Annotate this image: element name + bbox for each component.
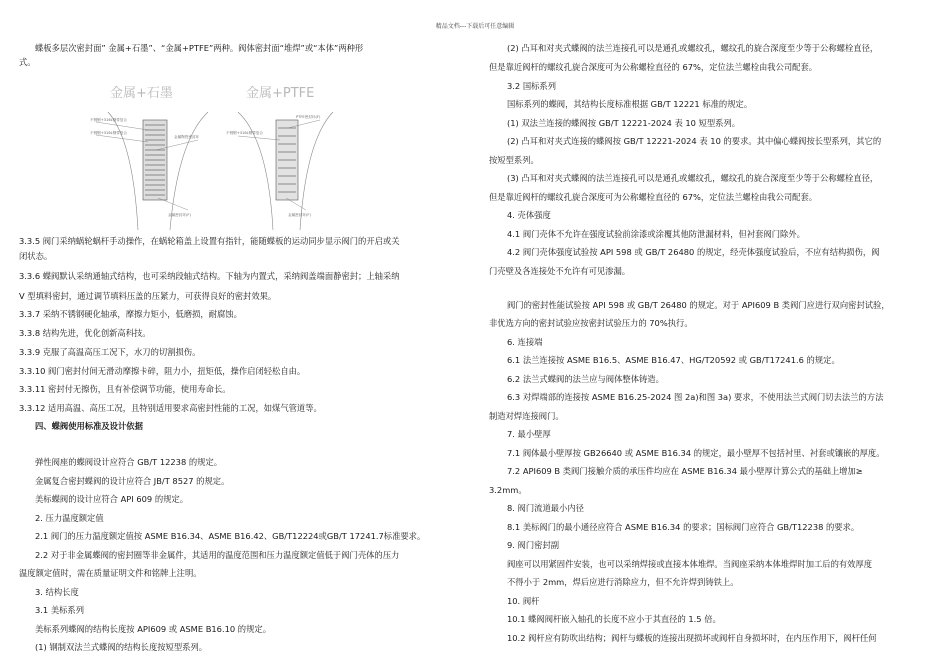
- paragraph: (1) 钢制双法兰式蝶阀的结构长度按短型系列。: [35, 642, 208, 652]
- paragraph: 式。: [19, 57, 36, 67]
- paragraph: 阀门的密封性能试验按 API 598 或 GB/T 26480 的规定。对于 API609 B 类阀门应进行双向密封试验，: [507, 300, 890, 310]
- paragraph: 4.2 阀门壳体强度试验按 API 598 或 GB/T 26480 的规定，经壳体强度试验后，不应有结构损伤，阀: [507, 247, 880, 257]
- paragraph: 门壳壁及各连接处不允许有可见渗漏。: [489, 266, 631, 276]
- paragraph: 弹性阀座的蝶阀设计应符合 GB/T 12238 的规定。: [35, 457, 223, 467]
- paragraph: 但是靠近阀杆的螺纹孔旋合深度可为公称螺栓直径的 67%，定位法兰螺栓由我公司配套。: [489, 62, 818, 72]
- callout: 金属密封环(F): [288, 213, 311, 217]
- paragraph: 3.3.5 阀门采纳蜗轮蜗杆手动操作，在蜗轮箱盖上设置有指针，能随蝶板的运动同步显示阀门的开启或关: [19, 236, 400, 246]
- right-arc: [238, 112, 273, 230]
- seal-diagram: [88, 80, 338, 230]
- paragraph: 阀座可以用紧固件安装，也可以采纳焊接或直接本体堆焊。当阀座采纳本体堆焊时加工后的有效厚度: [507, 559, 873, 569]
- left-arc: [108, 112, 138, 230]
- paragraph: 非优选方向的密封试验应按密封试验压力的 70%执行。: [489, 318, 693, 328]
- paragraph: (3) 凸耳和对夹式蝶阀的法兰连接孔可以是通孔或螺纹孔，螺纹孔的旋合深度至少等于公称螺栓直径，: [507, 173, 879, 183]
- paragraph: 蝶板多层次密封面” 金属+石墨”、“金属+PTFE”两种。阀体密封面“堆焊”或“本体”两种形: [35, 43, 364, 53]
- page-header: 精品文档---下载后可任意编辑: [435, 23, 515, 30]
- paragraph: 国标系列的蝶阀，其结构长度标准根据 GB/T 12221 标准的规定。: [507, 99, 753, 109]
- paragraph: 10.1 蝶阀阀杆嵌入轴孔的长度不应小于其直径的 1.5 倍。: [507, 614, 721, 624]
- callout: 金属密封环(F): [168, 213, 191, 217]
- paragraph: V 型填料密封，通过调节填料压盖的压紧力，可获得良好的密封效果。: [19, 291, 277, 301]
- paragraph: 3.2 国标系列: [507, 81, 557, 91]
- seal-diagram-figure: [88, 80, 338, 230]
- paragraph: 金属复合密封蝶阀的设计应符合 JB/T 8527 的规定。: [35, 476, 230, 486]
- paragraph: 9. 阀门密封副: [507, 540, 560, 550]
- paragraph: 2.2 对于非金属蝶阀的密封圈等非金属件，其适用的温度范围和压力温度额定值低于阀门壳体的压力: [35, 550, 400, 560]
- paragraph: 3.3.6 蝶阀默认采纳通轴式结构，也可采纳段轴式结构。下轴为内置式，采纳阀盖端面静密封；上轴采纳: [19, 271, 400, 281]
- paragraph: 美标蝶阀的设计应符合 API 609 的规定。: [35, 494, 189, 504]
- paragraph: 3.3.11 密封付无擦伤，且有补偿调节功能，使用寿命长。: [19, 384, 231, 394]
- paragraph: 温度额定值时，需在质量证明文件和铭牌上注明。: [19, 568, 202, 578]
- paragraph: 但是靠近阀杆的螺纹孔旋合深度可为公称螺栓直径的 67%，定位法兰螺栓由我公司配套。: [489, 192, 818, 202]
- paragraph: 3.3.7 采纳不锈钢硬化轴承，摩擦力矩小，低磨损，耐腐蚀。: [19, 309, 242, 319]
- paragraph: (2) 凸耳和对夹式蝶阀的法兰连接孔可以是通孔或螺纹孔，螺纹孔的旋合深度至少等于公称螺栓直径，: [507, 43, 879, 53]
- figure-label-right: 金属+PTFE: [246, 86, 315, 101]
- paragraph: 3.2mm。: [489, 485, 527, 495]
- paragraph: 6. 连接端: [507, 337, 543, 347]
- section-heading: 四、蝶阀使用标准及设计依据: [35, 421, 143, 431]
- paragraph: (1) 双法兰连接的蝶阀按 GB/T 12221-2024 表 10 短型系列。: [507, 118, 741, 128]
- paragraph: 3.3.10 阀门密封付间无滑动摩擦卡碎，阻力小，扭矩低，操作启闭轻松自由。: [19, 366, 306, 376]
- paragraph: 3.1 美标系列: [35, 605, 85, 615]
- paragraph: 6.1 法兰连接按 ASME B16.5、ASME B16.47、HG/T20592 或 GB/T17241.6 的规定。: [507, 355, 840, 365]
- callout: 金属陶瓷密封环: [174, 135, 200, 139]
- callout: 不锈钢+316L钢带复合: [90, 118, 128, 122]
- paragraph: 4.1 阀门壳体不允许在强度试验前涂漆或涂覆其他防泄漏材料，但衬套阀门除外。: [507, 229, 805, 239]
- paragraph: 3.3.12 适用高温、高压工况，且特别适用要求高密封性能的工况，如煤气管道等。: [19, 403, 322, 413]
- callout: 不锈钢+316L钢带复合: [226, 131, 264, 135]
- paragraph: 6.3 对焊端部的连接按 ASME B16.25-2024 图 2a)和图 3a) 要求，不使用法兰式阀门切去法兰的方法: [507, 392, 884, 402]
- paragraph: 10.2 阀杆应有防吹出结构；阀杆与蝶板的连接出现损坏或阀杆自身损坏时，在内压作用下，阀杆任何: [507, 633, 877, 643]
- callout: 不锈钢+316L钢带复合: [90, 131, 128, 135]
- paragraph: 4. 壳体强度: [507, 210, 551, 220]
- paragraph: 2.1 阀门的压力温度额定值按 ASME B16.34、ASME B16.42、GB/T12224或GB/T 17241.7标准要求。: [35, 531, 426, 541]
- callout: PTFE密封环(F): [296, 115, 321, 119]
- paragraph: 2. 压力温度额定值: [35, 513, 104, 523]
- paragraph: 3.3.8 结构先进，优化创新高科技。: [19, 328, 151, 338]
- paragraph: 美标系列蝶阀的结构长度按 API609 或 ASME B16.10 的规定。: [35, 624, 271, 634]
- paragraph: 制造对焊连接阀门。: [489, 411, 564, 421]
- paragraph: 不得小于 2mm，焊后应进行消除应力，但不允许焊到铸铁上。: [507, 577, 739, 587]
- paragraph: 7. 最小壁厚: [507, 429, 551, 439]
- paragraph: 按短型系列。: [489, 155, 539, 165]
- paragraph: (2) 凸耳和对夹式连接的蝶阀按 GB/T 12221-2024 表 10 的要求。其中偏心蝶阀按长型系列，其它的: [507, 136, 882, 146]
- paragraph: 6.2 法兰式蝶阀的法兰应与阀体整体铸造。: [507, 374, 664, 384]
- paragraph: 8.1 美标阀门的最小通径应符合 ASME B16.34 的要求；国标阀门应符合 GB/T12238 的要求。: [507, 522, 860, 532]
- paragraph: 7.1 阀体最小壁厚按 GB26640 或 ASME B16.34 的规定，最小壁厚不包括衬里、衬套或镶嵌的厚度。: [507, 448, 885, 458]
- paragraph: 8. 阀门流道最小内径: [507, 503, 584, 513]
- figure-label-left: 金属+石墨: [110, 86, 173, 101]
- paragraph: 3. 结构长度: [35, 587, 79, 597]
- paragraph: 7.2 API609 B 类阀门接触介质的承压件均应在 ASME B16.34 最小壁厚计算公式的基础上增加≥: [507, 466, 863, 476]
- paragraph: 10. 阀杆: [507, 596, 540, 606]
- paragraph: 3.3.9 克服了高温高压工况下，水刀的切割损伤。: [19, 347, 201, 357]
- paragraph: 闭状态。: [19, 251, 53, 261]
